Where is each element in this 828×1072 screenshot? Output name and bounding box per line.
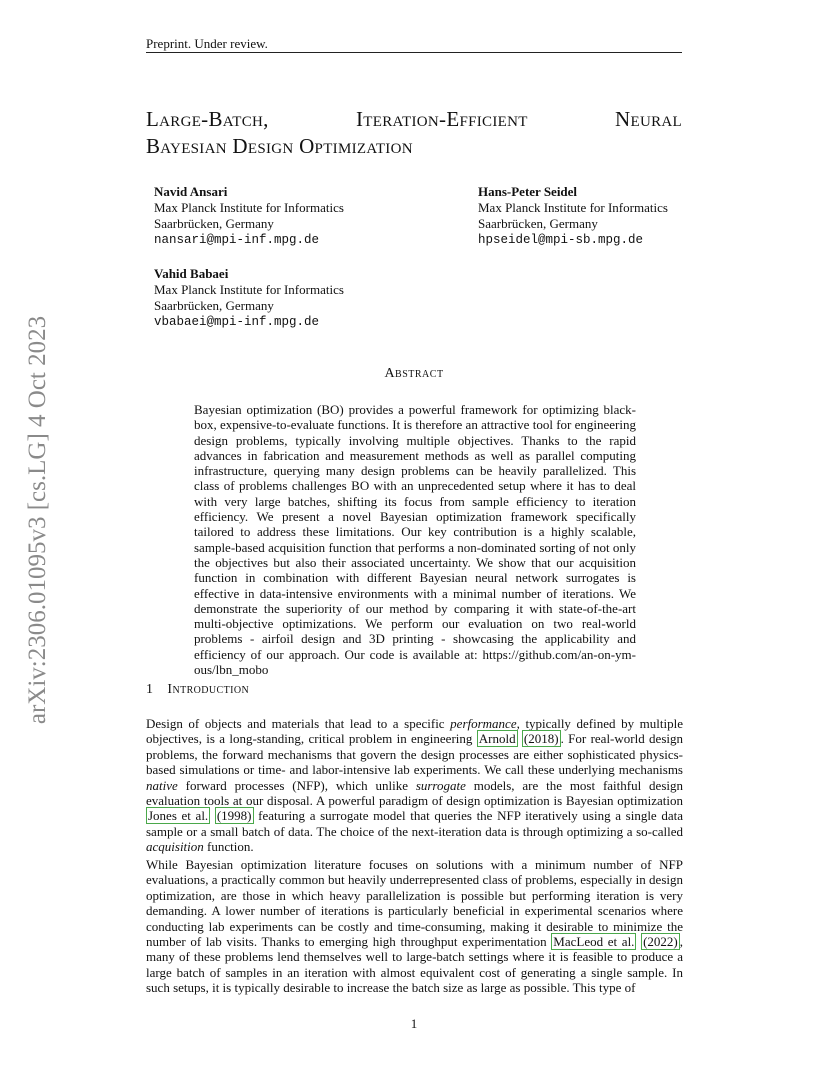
abstract-heading: Abstract <box>384 366 444 381</box>
citation-year-link[interactable]: (2018) <box>523 731 559 747</box>
author-location: Saarbrücken, Germany <box>154 216 274 231</box>
text-run: , typically defined by multiple objectives, is a long-standing, critical problem in engineering <box>146 716 683 747</box>
author-block <box>478 184 668 248</box>
author-affiliation: Max Planck Institute for Informatics <box>154 282 344 297</box>
title-word: Large-Batch, <box>146 107 269 131</box>
text-run: While Bayesian optimization literature focuses on solutions with a minimum number of NFP evaluations, a practically common but heavily underrepresented class of problems, especially in design optimization, are those in which heavy parallelization is possible but performing iteration is very demanding. A lower number of iterations is particularly beneficial in experimental scenarios where conducting lab experiments can be costly and time-consuming, making it desirable to minimize the number of lab visits. Thanks to emerging high throughput experimentation <box>146 857 683 950</box>
text-run: , many of these problems lend themselves well to large-batch settings where it is feasible to produce a large batch of samples in an iteration with almost equivalent cost of generating a single sample. In such setups, it is typically desirable to increase the batch size as large as possible. This type of <box>146 934 684 996</box>
author-block <box>154 184 344 248</box>
intro-paragraph-1 <box>146 716 683 855</box>
emphasis-text: surrogate <box>415 777 466 793</box>
abstract-body: Bayesian optimization (BO) provides a powerful framework for optimizing black-box, expensive-to-evaluate functions. It is therefore an attractive tool for engineering design problems, typically involving multiple objectives. Thanks to the rapid advances in fabrication and measurement methods as well as parallel computing infrastructure, querying many design problems can be heavily parallelized. This class of problems challenges BO with an unprecedented setup where it has to deal with very large batches, shifting its focus from sample efficiency to iteration efficiency. We present a novel Bayesian optimization framework specifically tailored to address these limitations. Our key contribution is a highly scalable, sample-based acquisition function that performs a non-dominated sorting of not only the objectives but also their associated uncertainty. We show that our acquisition function in combination with different Bayesian neural network surrogates is effective in data-intensive environments with a minimal number of iterations. We demonstrate the superiority of our method by comparing it with state-of-the-art multi-objective optimizations. We perform our evaluation on two real-world problems - airfoil design and 3D printing - showcasing the applicability and efficiency of our approach. Our code is available at: https://github.com/an-on-ym-ous/lbn_mobo <box>194 402 636 678</box>
text-run: Design of objects and materials that lead to a specific <box>146 716 451 731</box>
citation-link[interactable]: Jones et al. <box>148 808 209 824</box>
author-email[interactable]: vbabaei@mpi-inf.mpg.de <box>154 315 320 329</box>
author-email[interactable]: nansari@mpi-inf.mpg.de <box>154 233 320 247</box>
text-run: function. <box>203 839 254 855</box>
citation-year-link[interactable]: (2022) <box>643 934 678 950</box>
author-name: Navid Ansari <box>154 184 228 199</box>
title-line-2: Bayesian Design Optimization <box>146 134 413 158</box>
emphasis-text: native <box>146 777 178 793</box>
author-block <box>154 266 344 330</box>
page-number: 1 <box>410 1016 418 1031</box>
author-affiliation: Max Planck Institute for Informatics <box>154 200 344 215</box>
emphasis-text: performance <box>450 716 517 731</box>
title-word: Neural <box>615 107 682 131</box>
citation-link[interactable]: Arnold <box>478 731 516 747</box>
author-email[interactable]: hpseidel@mpi-sb.mpg.de <box>478 233 644 247</box>
text-run: forward processes (NFP), which unlike <box>177 777 416 793</box>
author-name: Hans-Peter Seidel <box>478 184 578 199</box>
running-header: Preprint. Under review. <box>146 36 268 51</box>
paper-title <box>146 106 682 160</box>
text-run: featuring a surrogate model that queries the NFP iteratively using a single data sample or a small batch of data. The choice of the next-iteration data is through optimizing a so-called <box>146 808 683 839</box>
author-name: Vahid Babaei <box>154 266 229 281</box>
citation-year-link[interactable]: (1998) <box>216 808 252 824</box>
author-location: Saarbrücken, Germany <box>154 298 274 313</box>
section-heading <box>146 682 249 698</box>
text-run: models, are the most faithful design evaluation tools at our disposal. A powerful paradigm of design optimization is Bayesian optimization <box>146 777 683 809</box>
intro-paragraph-2 <box>146 857 683 996</box>
header-rule <box>146 52 682 53</box>
citation-link[interactable]: MacLeod et al. <box>553 934 635 950</box>
arxiv-stamp <box>18 280 58 760</box>
author-location: Saarbrücken, Germany <box>478 216 598 231</box>
author-affiliation: Max Planck Institute for Informatics <box>478 200 668 215</box>
arxiv-stamp-text: arXiv:2306.01095v3 [cs.LG] 4 Oct 2023 <box>24 315 51 725</box>
section-title: Introduction <box>167 682 250 697</box>
title-word: Iteration-Efficient <box>356 107 528 131</box>
text-run: . For real-world design problems, the forward mechanisms that govern the design processes are either sophisticated physics-based simulations or time- and labor-intensive lab experiments. We call these underlying mechanisms <box>146 731 683 778</box>
section-number: 1 <box>146 682 154 697</box>
emphasis-text: acquisition <box>146 839 204 855</box>
